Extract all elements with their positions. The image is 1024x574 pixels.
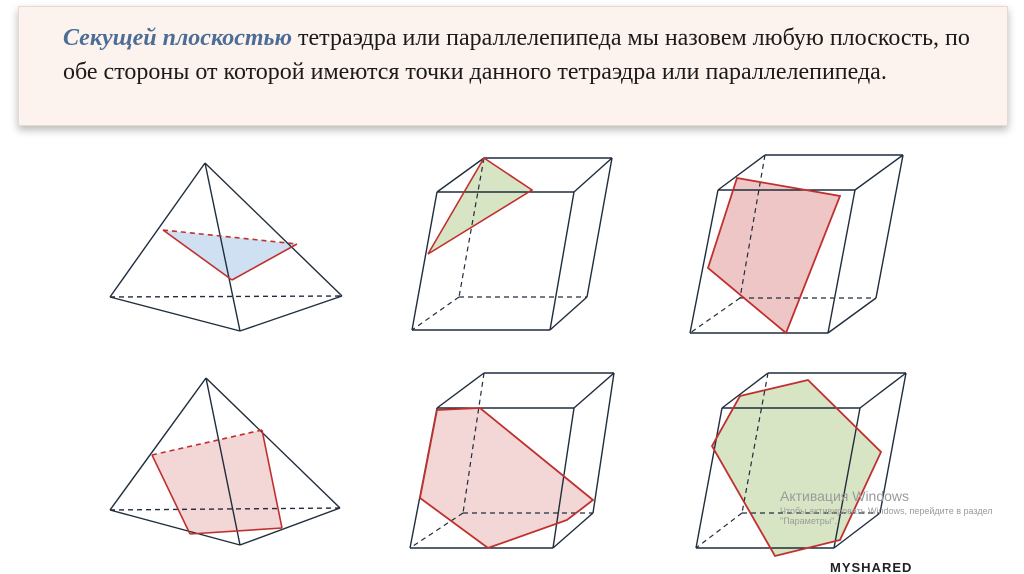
figure-parallelepiped-triangle	[412, 158, 612, 330]
definition-term: Секущей плоскостью	[63, 25, 293, 51]
section-polygon	[428, 158, 532, 254]
figure-parallelepiped-hexagon	[696, 373, 906, 556]
figure-parallelepiped-pentagon	[410, 373, 614, 548]
section-polygon	[152, 430, 282, 534]
watermark-line: Чтобы активировать Windows, перейдите в раздел "Параметры".	[780, 506, 993, 526]
section-polygon	[712, 380, 881, 556]
figure-parallelepiped-quadrilateral	[690, 155, 903, 333]
figure-tetrahedron-triangle	[110, 163, 342, 331]
site-logo: MYSHARED	[830, 560, 913, 574]
watermark-title: Активация Windows	[780, 488, 910, 504]
section-polygon	[708, 178, 840, 333]
definition-body: тетраэдра или параллелепипеда мы назовем любую плоскость, по обе стороны от которой имеются точки данного тетраэдра или параллелепипеда.	[63, 25, 970, 85]
figure-tetrahedron-quadrilateral	[110, 378, 340, 545]
windows-activation-watermark	[780, 488, 1024, 526]
